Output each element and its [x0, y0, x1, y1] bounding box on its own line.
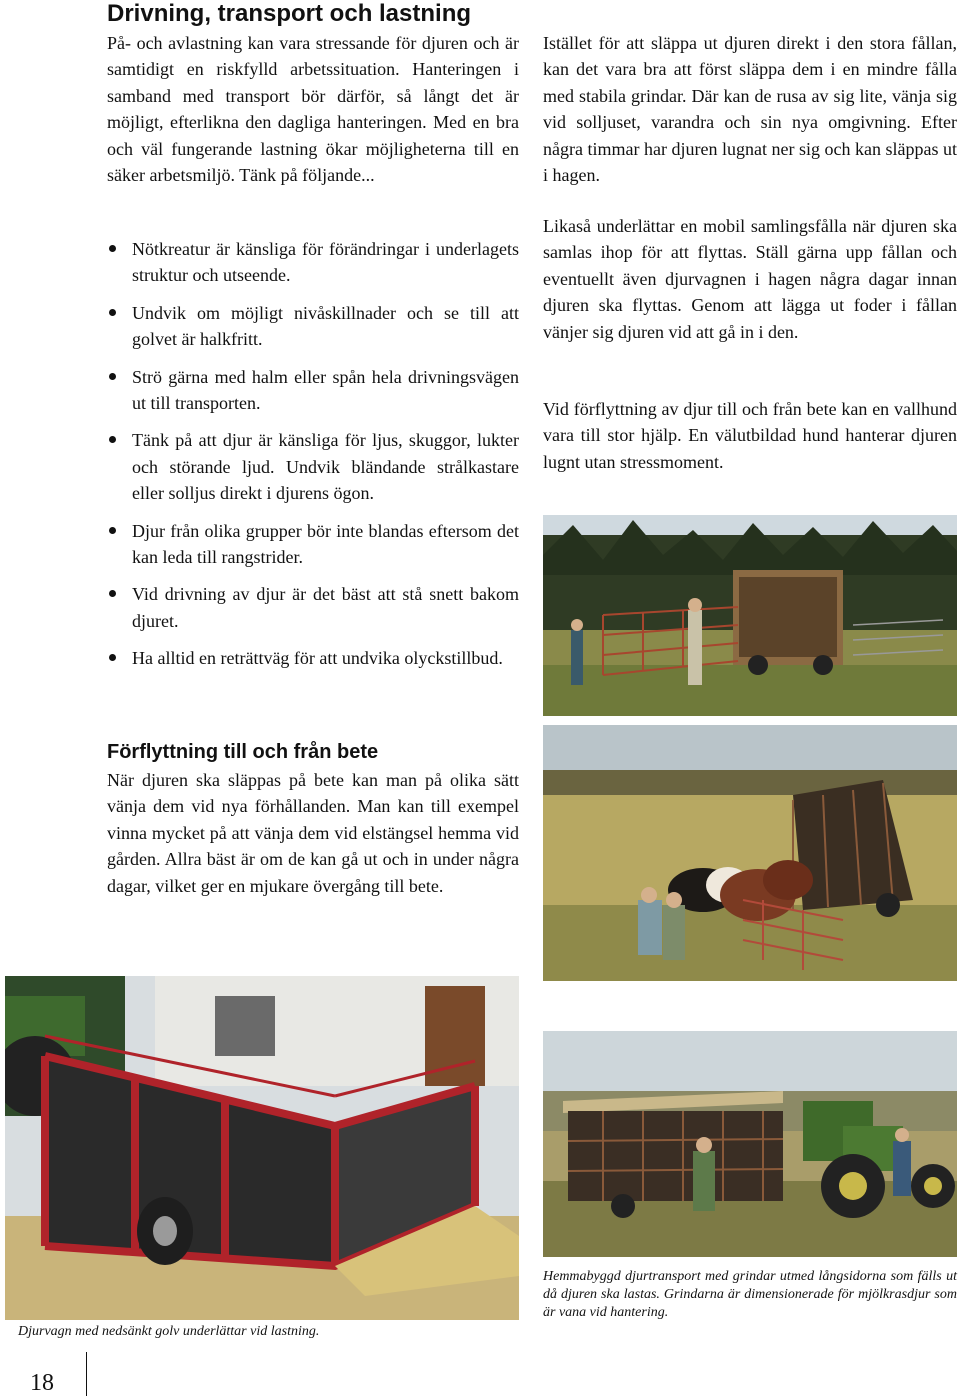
bullet-list	[107, 236, 519, 683]
caption-right: Hemmabyggd djurtransport med grindar utmed långsidorna som fälls ut då djuren ska lastas. Grindarna är dimensionerade för mjölkrasdjur som är vana vid hantering.	[543, 1269, 957, 1320]
bullet-item: Strö gärna med halm eller spån hela drivningsvägen ut till transporten.	[107, 364, 519, 417]
page-number: 18	[30, 1370, 54, 1396]
photo-trailer-forest	[543, 515, 957, 716]
bullet-dot-icon	[109, 436, 116, 443]
bullet-dot-icon	[109, 654, 116, 661]
bullet-item: Nötkreatur är känsliga för förändringar i underlagets struktur och utseende.	[107, 236, 519, 289]
section-title-forflyttning: Förflyttning till och från bete	[107, 741, 379, 763]
bullet-item: Vid drivning av djur är det bäst att stå snett bakom djuret.	[107, 581, 519, 634]
bullet-dot-icon	[109, 309, 116, 316]
bullet-dot-icon	[109, 590, 116, 597]
page-number-rule	[86, 1352, 87, 1396]
photo-red-trailer	[5, 976, 519, 1320]
bullet-dot-icon	[109, 245, 116, 252]
photo-cattle-loading	[543, 725, 957, 981]
right-paragraph-3: Vid förflyttning av djur till och från bete kan en vallhund vara till stor hjälp. En välutbildad hund hanterar djuren lugnt utan stressmoment.	[543, 399, 957, 472]
intro-paragraph: På- och avlastning kan vara stressande för djuren och är samtidigt en riskfylld arbetssituation. Hanteringen i samband med transport bör därför, så långt det är möjligt, efterlikna den dagliga hanteringen. Med en bra och väl fungerande lastning ökar möjligheterna till en säker arbetsmiljö. Tänk på följande...	[107, 33, 519, 186]
bullet-dot-icon	[109, 527, 116, 534]
bullet-dot-icon	[109, 373, 116, 380]
forflyttning-paragraph: När djuren ska släppas på bete kan man på olika sätt vänja dem vid nya förhållanden. Man kan till exempel vinna mycket på att vänja dem vid elstängsel hemma vid gården. Allra bäst är om de kan gå ut och in under några dagar, vilket ger en mjukare övergång till bete.	[107, 770, 519, 896]
bullet-item: Ha alltid en reträttväg för att undvika olyckstillbud.	[107, 645, 519, 671]
right-paragraph-1: Istället för att släppa ut djuren direkt i den stora fållan, kan det vara bra att först släppa dem i en mindre fålla med stabila grindar. Där kan de rusa av sig lite, vänja sig vid solljuset, varandra och sin nya omgivning. Efter några timmar har djuren lugnat ner sig och kan släppas ut i hagen.	[543, 33, 957, 186]
photo-trailer-tractor	[543, 1031, 957, 1257]
right-paragraph-2: Likaså underlättar en mobil samlingsfålla när djuren ska samlas ihop för att flyttas. Ställ gärna upp fållan och eventuellt även djurvagnen i hagen några dagar innan djuren ska flyttas. Genom att lägga ut foder i fållan vänjer sig djuren vid att gå in i den.	[543, 216, 957, 342]
bullet-item: Undvik om möjligt nivåskillnader och se till att golvet är halkfritt.	[107, 300, 519, 353]
section-title-drivning: Drivning, transport och lastning	[107, 0, 472, 27]
caption-left: Djurvagn med nedsänkt golv underlättar vid lastning.	[18, 1324, 320, 1339]
bullet-item: Djur från olika grupper bör inte blandas eftersom det kan leda till rangstrider.	[107, 518, 519, 571]
bullet-item: Tänk på att djur är känsliga för ljus, skuggor, lukter och störande ljud. Undvik bländande strålkastare eller solljus direkt i djurens ögon.	[107, 427, 519, 506]
